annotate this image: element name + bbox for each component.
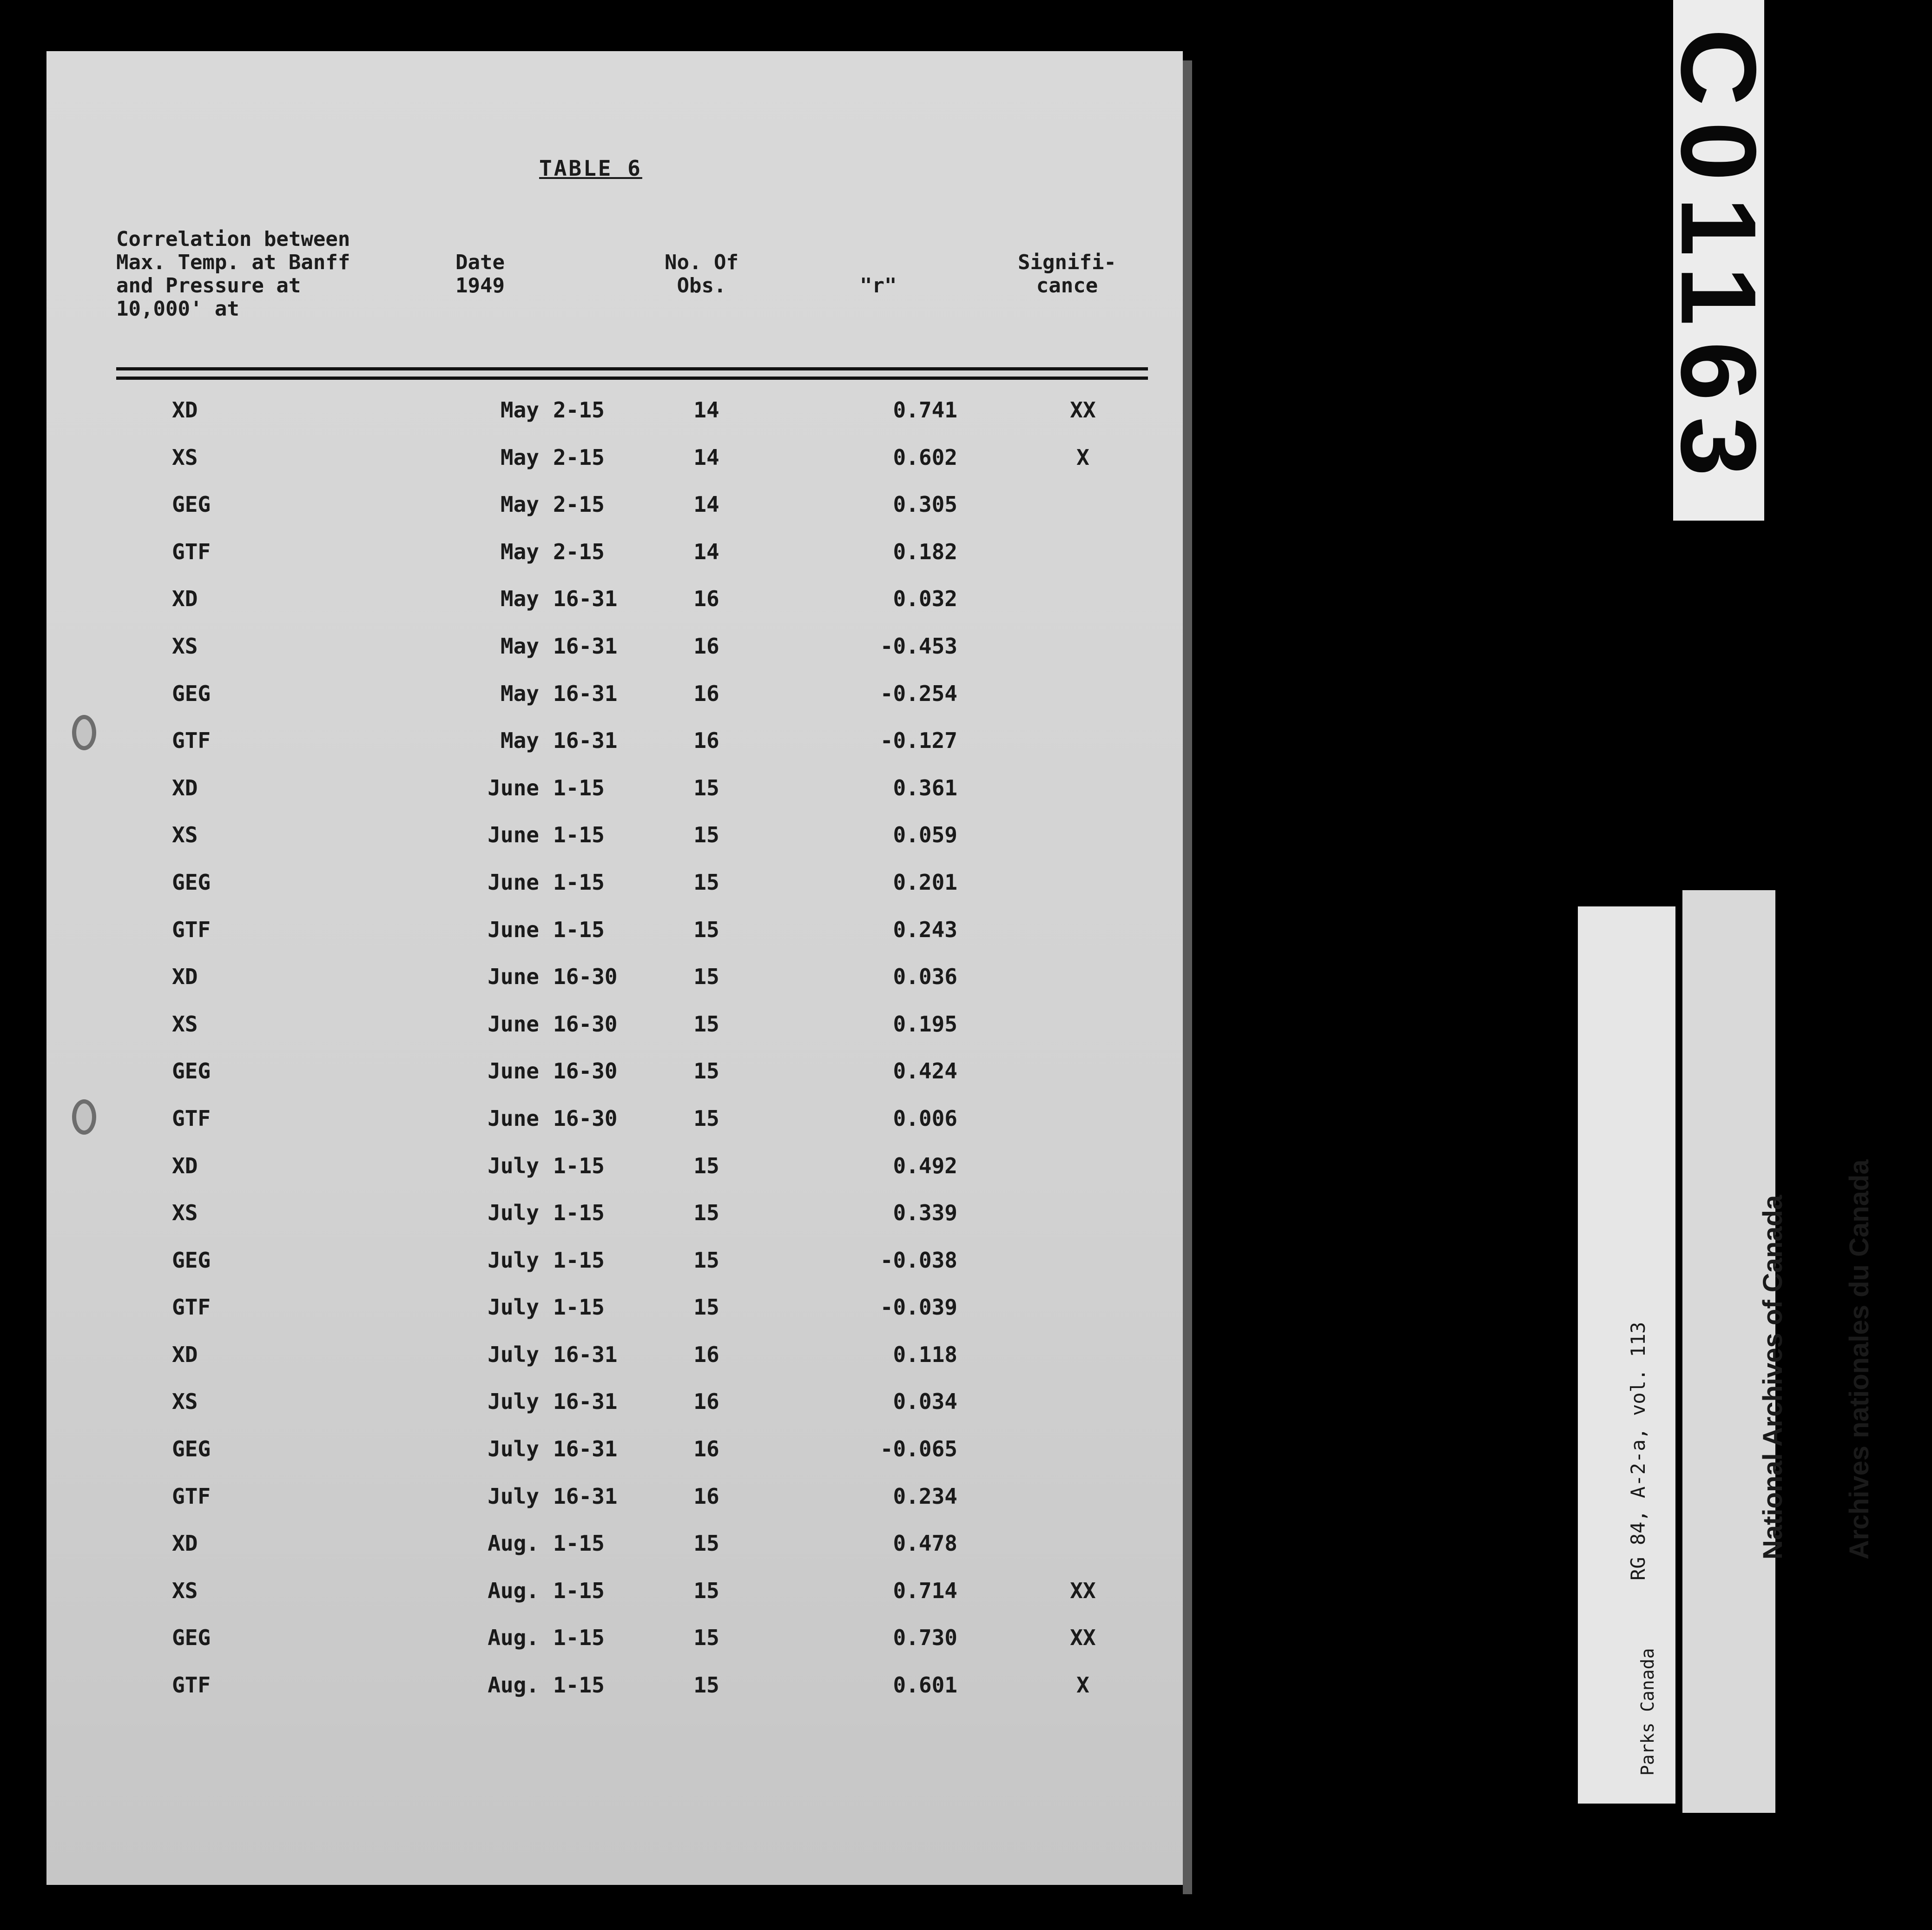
header-obs-line: Obs. [677,274,726,297]
obs-count-cell: 16 [693,728,719,753]
month-cell: May [500,444,539,470]
date-range-cell: 16-31 [553,728,618,753]
date-range-cell: 1-15 [553,822,605,848]
page-edge-shadow [1183,60,1192,1894]
significance-cell: X [1076,1672,1089,1698]
variable-cell: XS [172,1578,198,1603]
variable-cell: XS [172,633,198,659]
r-value-cell: -0.453 [880,633,957,659]
r-value-cell: 0.118 [893,1342,957,1367]
date-range-cell: 16-31 [553,633,618,659]
date-range-cell: 2-15 [553,492,605,517]
obs-count-cell: 15 [693,822,719,848]
date-range-cell: 1-15 [553,1625,605,1651]
date-range-cell: 16-31 [553,1389,618,1414]
date-range-cell: 1-15 [553,1153,605,1178]
header-significance-line: Signifi- [1018,251,1116,274]
obs-count-cell: 15 [693,1153,719,1178]
obs-count-cell: 15 [693,775,719,800]
obs-count-cell: 15 [693,1625,719,1651]
header-description-line: and Pressure at [116,274,301,297]
header-date-line: 1949 [455,274,505,297]
obs-count-cell: 16 [693,586,719,612]
variable-cell: XD [172,586,198,612]
archive-reference-line: RG 84, A-2-a, vol. 113 [1627,1322,1649,1580]
table-row [46,1578,1183,1626]
table-row [46,964,1183,1011]
r-value-cell: 0.492 [893,1153,957,1178]
month-cell: July [488,1436,539,1462]
r-value-cell: 0.006 [893,1105,957,1131]
date-range-cell: 1-15 [553,1200,605,1226]
obs-count-cell: 15 [693,1578,719,1603]
header-r: "r" [860,274,897,297]
obs-count-cell: 16 [693,1342,719,1367]
header-description-line: Correlation between [116,227,350,251]
obs-count-cell: 16 [693,1483,719,1509]
table-row [46,1153,1183,1201]
month-cell: Aug. [488,1672,539,1698]
date-range-cell: 1-15 [553,1295,605,1320]
table-row [46,822,1183,870]
variable-cell: GTF [172,728,211,753]
r-value-cell: 0.478 [893,1531,957,1556]
agency-name-line: Parks Canada [1637,1648,1658,1776]
variable-cell: XS [172,1200,198,1226]
month-cell: Aug. [488,1578,539,1603]
obs-count-cell: 15 [693,1200,719,1226]
table-row [46,1342,1183,1389]
header-obs-line: No. Of [665,251,739,274]
obs-count-cell: 15 [693,1672,719,1698]
significance-cell: X [1076,444,1089,470]
variable-cell: XS [172,444,198,470]
table-row [46,1531,1183,1578]
month-cell: July [488,1483,539,1509]
table-row [46,634,1183,681]
r-value-cell: 0.059 [893,822,957,848]
table-row [46,1484,1183,1531]
date-range-cell: 1-15 [553,1247,605,1273]
date-range-cell: 1-15 [553,917,605,942]
month-cell: May [500,586,539,612]
r-value-cell: -0.038 [880,1247,957,1273]
header-date-line: Date [455,251,505,274]
variable-cell: GEG [172,492,211,517]
month-cell: June [488,1011,539,1037]
obs-count-cell: 14 [693,539,719,564]
month-cell: May [500,397,539,423]
obs-count-cell: 16 [693,1389,719,1414]
variable-cell: XD [172,775,198,800]
obs-count-cell: 15 [693,964,719,990]
month-cell: Aug. [488,1625,539,1651]
r-value-cell: 0.036 [893,964,957,990]
header-description [116,228,442,321]
variable-cell: GEG [172,1058,211,1084]
document-page [46,51,1183,1885]
table-row [46,1106,1183,1153]
header-rule [116,367,1148,370]
table-row [46,870,1183,917]
date-range-cell: 1-15 [553,775,605,800]
header-obs [665,251,739,297]
table-row [46,1295,1183,1342]
r-value-cell: 0.195 [893,1011,957,1037]
date-range-cell: 1-15 [553,869,605,895]
date-range-cell: 16-31 [553,1436,618,1462]
r-value-cell: 0.601 [893,1672,957,1698]
header-significance-line: cance [1036,274,1098,297]
significance-cell: XX [1070,1625,1096,1651]
variable-cell: XS [172,822,198,848]
variable-cell: GTF [172,1483,211,1509]
date-range-cell: 16-30 [553,1105,618,1131]
r-value-cell: 0.182 [893,539,957,564]
archive-reference-label [1578,906,1675,1804]
month-cell: June [488,1058,539,1084]
month-cell: May [500,633,539,659]
r-value-cell: 0.602 [893,444,957,470]
variable-cell: GTF [172,1295,211,1320]
date-range-cell: 16-31 [553,681,618,706]
table-row [46,1389,1183,1436]
variable-cell: GEG [172,681,211,706]
archive-name-line: Archives nationales du Canada [1844,1159,1874,1560]
variable-cell: GEG [172,1436,211,1462]
date-range-cell: 1-15 [553,1531,605,1556]
r-value-cell: 0.305 [893,492,957,517]
r-value-cell: 0.234 [893,1483,957,1509]
header-rule [116,377,1148,380]
table-row [46,1058,1183,1106]
r-value-cell: -0.254 [880,681,957,706]
obs-count-cell: 14 [693,444,719,470]
month-cell: July [488,1342,539,1367]
month-cell: June [488,775,539,800]
table-row [46,1248,1183,1295]
header-date [455,251,505,297]
table-title: TABLE 6 [539,156,642,181]
r-value-cell: 0.339 [893,1200,957,1226]
month-cell: June [488,869,539,895]
table-row [46,1200,1183,1248]
variable-cell: GTF [172,1105,211,1131]
variable-cell: XD [172,1153,198,1178]
obs-count-cell: 15 [693,1011,719,1037]
table-row [46,397,1183,445]
variable-cell: XS [172,1011,198,1037]
month-cell: July [488,1295,539,1320]
variable-cell: XD [172,397,198,423]
obs-count-cell: 15 [693,1531,719,1556]
punch-hole [72,1099,96,1135]
table-row [46,1436,1183,1484]
significance-cell: XX [1070,1578,1096,1603]
obs-count-cell: 14 [693,492,719,517]
month-cell: Aug. [488,1531,539,1556]
table-row [46,539,1183,587]
table-row [46,1625,1183,1672]
header-significance [1018,251,1116,297]
variable-cell: GEG [172,1247,211,1273]
archive-name-label [1682,890,1874,1813]
obs-count-cell: 15 [693,1058,719,1084]
table-row [46,445,1183,492]
r-value-cell: 0.741 [893,397,957,423]
date-range-cell: 1-15 [553,1672,605,1698]
obs-count-cell: 15 [693,917,719,942]
variable-cell: GTF [172,1672,211,1698]
archive-name [1701,1159,1932,1560]
table-body [46,397,1183,1720]
table-row [46,728,1183,775]
header-description-line: Max. Temp. at Banff [116,251,350,274]
r-value-cell: 0.361 [893,775,957,800]
header-description-line: 10,000' at [116,297,239,321]
r-value-cell: 0.714 [893,1578,957,1603]
variable-cell: GTF [172,539,211,564]
r-value-cell: -0.127 [880,728,957,753]
archive-name-line: National Archives of Canada [1758,1195,1788,1560]
variable-cell: XD [172,964,198,990]
month-cell: July [488,1247,539,1273]
date-range-cell: 16-31 [553,1483,618,1509]
obs-count-cell: 16 [693,633,719,659]
r-value-cell: 0.424 [893,1058,957,1084]
month-cell: June [488,917,539,942]
obs-count-cell: 15 [693,1247,719,1273]
reel-number-card [1659,0,1779,521]
month-cell: June [488,1105,539,1131]
r-value-cell: -0.039 [880,1295,957,1320]
reel-number: C01163 [1659,28,1779,492]
variable-cell: XD [172,1342,198,1367]
r-value-cell: 0.730 [893,1625,957,1651]
significance-cell: XX [1070,397,1096,423]
date-range-cell: 1-15 [553,1578,605,1603]
variable-cell: XS [172,1389,198,1414]
date-range-cell: 16-30 [553,964,618,990]
punch-hole [72,715,96,750]
table-row [46,775,1183,823]
month-cell: May [500,681,539,706]
r-value-cell: 0.034 [893,1389,957,1414]
table-row [46,1011,1183,1059]
r-value-cell: -0.065 [880,1436,957,1462]
month-cell: June [488,964,539,990]
obs-count-cell: 16 [693,681,719,706]
table-row [46,917,1183,965]
month-cell: May [500,539,539,564]
date-range-cell: 16-31 [553,586,618,612]
obs-count-cell: 15 [693,1295,719,1320]
obs-count-cell: 14 [693,397,719,423]
table-row [46,1672,1183,1720]
month-cell: July [488,1389,539,1414]
r-value-cell: 0.032 [893,586,957,612]
date-range-cell: 16-30 [553,1058,618,1084]
obs-count-cell: 15 [693,869,719,895]
r-value-cell: 0.243 [893,917,957,942]
month-cell: July [488,1153,539,1178]
variable-cell: XD [172,1531,198,1556]
variable-cell: GTF [172,917,211,942]
table-row [46,681,1183,728]
table-row [46,586,1183,634]
date-range-cell: 2-15 [553,444,605,470]
r-value-cell: 0.201 [893,869,957,895]
date-range-cell: 16-30 [553,1011,618,1037]
month-cell: July [488,1200,539,1226]
obs-count-cell: 16 [693,1436,719,1462]
month-cell: June [488,822,539,848]
variable-cell: GEG [172,1625,211,1651]
date-range-cell: 16-31 [553,1342,618,1367]
month-cell: May [500,728,539,753]
date-range-cell: 2-15 [553,539,605,564]
variable-cell: GEG [172,869,211,895]
date-range-cell: 2-15 [553,397,605,423]
month-cell: May [500,492,539,517]
obs-count-cell: 15 [693,1105,719,1131]
table-row [46,492,1183,539]
